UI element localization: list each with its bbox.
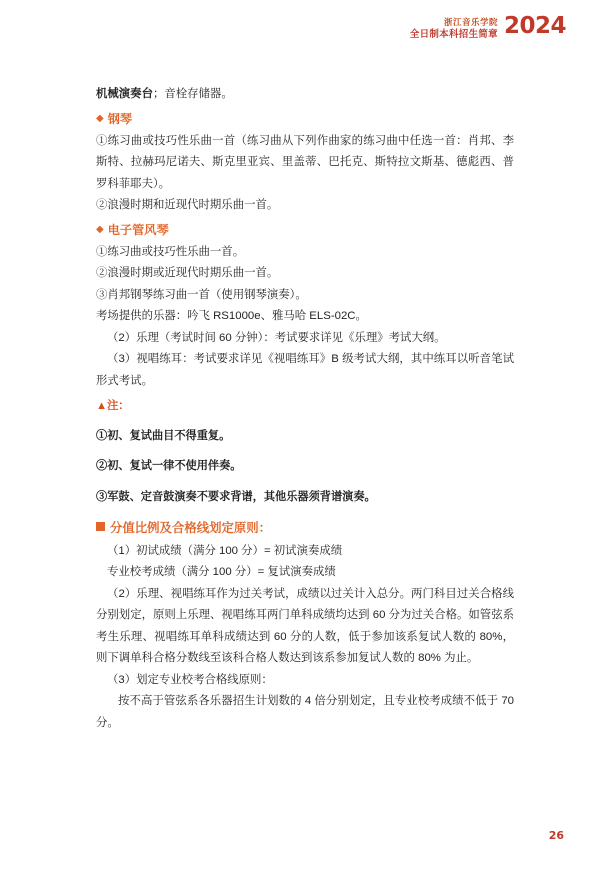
header-year: 2024 — [503, 13, 566, 39]
diamond-bullet-icon: ◆ — [96, 113, 104, 124]
rule-item-1: （1）初试成绩（满分 100 分）= 初试演奏成绩 — [107, 544, 343, 557]
header-brand-text — [410, 14, 498, 41]
organ-item-4: 考场提供的乐器：吟飞 RS1000e、雅马哈 ELS-02C。 — [96, 310, 367, 322]
rule-item-4: （3）划定专业校考合格线原则： — [107, 673, 273, 686]
organ-item-1: ①练习曲或技巧性乐曲一首。 — [96, 245, 245, 258]
rule-item-5: 按不高于管弦系各乐器招生计划数的 4 倍分别划定，且专业校考成绩不低于 70 分。 — [96, 695, 514, 729]
section-title-electronic-organ: 电子管风琴 — [107, 222, 169, 237]
piano-item-2: ②浪漫时期和近现代时期乐曲一首。 — [96, 199, 279, 211]
diamond-bullet-icon: ◆ — [96, 224, 104, 235]
rule-section-heading — [96, 518, 514, 536]
first-paragraph-rest: ；音栓存储器。 — [152, 88, 233, 100]
exam-item-eartraining: （3）视唱练耳：考试要求详见《视唱练耳》B 级考试大纲，其中练耳以听音笔试形式考试。 — [96, 353, 514, 387]
rule-item-2: 专业校考成绩（满分 100 分）= 复试演奏成绩 — [107, 566, 336, 579]
organ-item-3: ③肖邦钢琴练习曲一首（使用钢琴演奏）。 — [96, 288, 307, 301]
rule-section-title: 分值比例及合格线划定原则： — [110, 520, 272, 535]
header-subtitle: 全日制本科招生简章 — [409, 29, 498, 40]
page-content — [96, 84, 514, 734]
header-brand — [410, 14, 566, 41]
first-paragraph — [96, 84, 514, 106]
note-item-1: ①初、复试曲目不得重复。 — [96, 430, 231, 443]
exam-item-theory: （2）乐理（考试时间 60 分钟）：考试要求详见《乐理》考试大纲。 — [107, 331, 446, 344]
header-institution: 浙江音乐学院 — [443, 17, 498, 27]
square-bullet-icon — [96, 522, 105, 531]
piano-item-1: ①练习曲或技巧性乐曲一首（练习曲从下列作曲家的练习曲中任选一首：肖邦、李斯特、拉赫玛尼诺夫、斯克里亚宾、里盖蒂、巴托克、斯特拉文斯基、德彪西、普罗科菲耶夫）。 — [96, 134, 514, 190]
rule-item-3: （2）乐理、视唱练耳作为过关考试，成绩以过关计入总分。两门科目过关合格线分别划定，原则上乐理、视唱练耳两门单科成绩均达到 60 分为过关合格。如管弦系考生乐理、视唱练耳单科成绩达到 60 分的人数，低于参加该系复试人数的 80%，则下调单科合格分数线至该科合格人数达到该系参加复试人数的 80% 为止。 — [96, 587, 514, 665]
note-item-2: ②初、复试一律不使用伴奏。 — [96, 460, 242, 473]
section-heading-electronic-organ — [96, 220, 514, 241]
page-number: 26 — [548, 829, 564, 842]
section-heading-piano — [96, 109, 514, 130]
note-item-3: ③军鼓、定音鼓演奏不要求背谱，其他乐器须背谱演奏。 — [96, 490, 376, 503]
first-paragraph-bold: 机械演奏台 — [96, 88, 153, 100]
page-header — [0, 0, 600, 62]
section-title-piano: 钢琴 — [107, 111, 133, 126]
organ-item-2: ②浪漫时期或近现代时期乐曲一首。 — [96, 267, 279, 279]
note-heading: ▲注： — [96, 400, 130, 412]
